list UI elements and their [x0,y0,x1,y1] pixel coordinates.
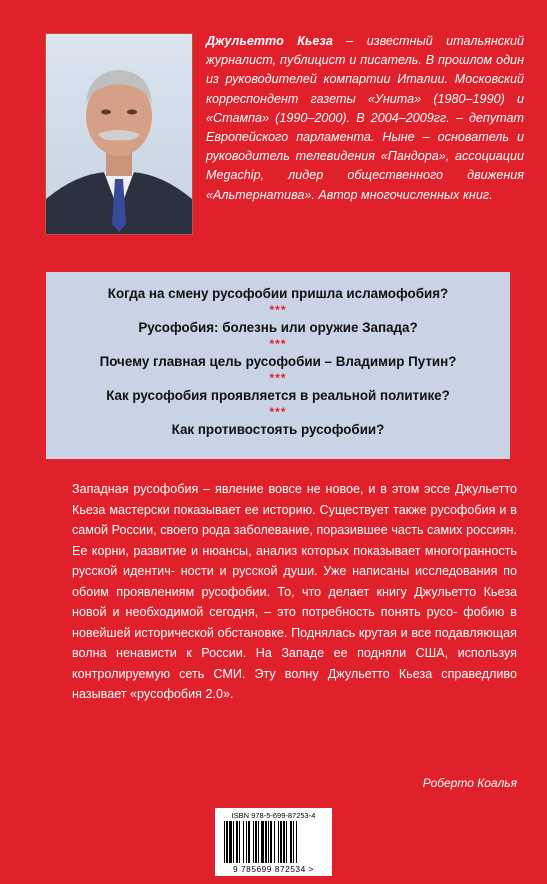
author-name: Джульетто Кьеза [206,34,333,48]
author-bio-text: – известный итальянский журналист, публицист и писатель. В прошлом один из руководителей компартии Италии. Московский корреспондент газеты «Унита» (1980–1990) и «Стампа» (1990–2000). В 2004–2009гг. – депутат Европейского парламента. Ныне – основатель и руководитель телевидения «Пандора», ассоциации Megachip, лидер общественного движения «Альтернатива». Автор многочисленных книг. [206,34,525,202]
question-5: Как противостоять русофобии? [171,422,385,437]
separator-stars: *** [269,303,287,317]
barcode-block [215,808,332,876]
barcode-bars [224,821,323,863]
question-4: Как русофобия проявляется в реальной политике? [106,388,450,403]
book-description: Западная русофобия – явление вовсе не новое, и в этом эссе Джульетто Кьеза мастерски показывает ее историю. Существует также русофобия и в самой России, своего рода заболевание, поразившее часть самих россиян. Ее корни, развитие и нюансы, анализ которых показывает многогранность русской идентич- ности и русской души. Уже написаны исследования по обоим проявлениям русофобии. То, что делает книгу Джульетто Кьеза новой и необходимой сегодня, – это потребность понять русо- фобию в новейшей исторической обстановке. Поднялась крутая и все подавляющая волна ненависти к России. На Западе ее подняли США, используя контролируемую сеть СМИ. Эту волну Джульетто Кьеза справедливо называет «русофобия 2.0». [72,482,517,701]
author-photo [45,33,193,235]
questions-box [46,272,510,459]
quote-author: Роберто Коалья [422,776,517,790]
question-3: Почему главная цель русофобии – Владимир Путин? [99,354,457,369]
separator-stars: *** [269,405,287,419]
separator-stars: *** [269,371,287,385]
question-1: Когда на смену русофобии пришла исламофобия? [107,286,449,301]
barcode-number: 9 785699 872534 > [233,864,314,874]
author-portrait-image [46,34,192,234]
author-bio [206,32,524,205]
isbn-label: ISBN 978-5-699-87253-4 [231,811,316,820]
separator-stars: *** [269,337,287,351]
question-2: Русофобия: болезнь или оружие Запада? [138,320,418,335]
